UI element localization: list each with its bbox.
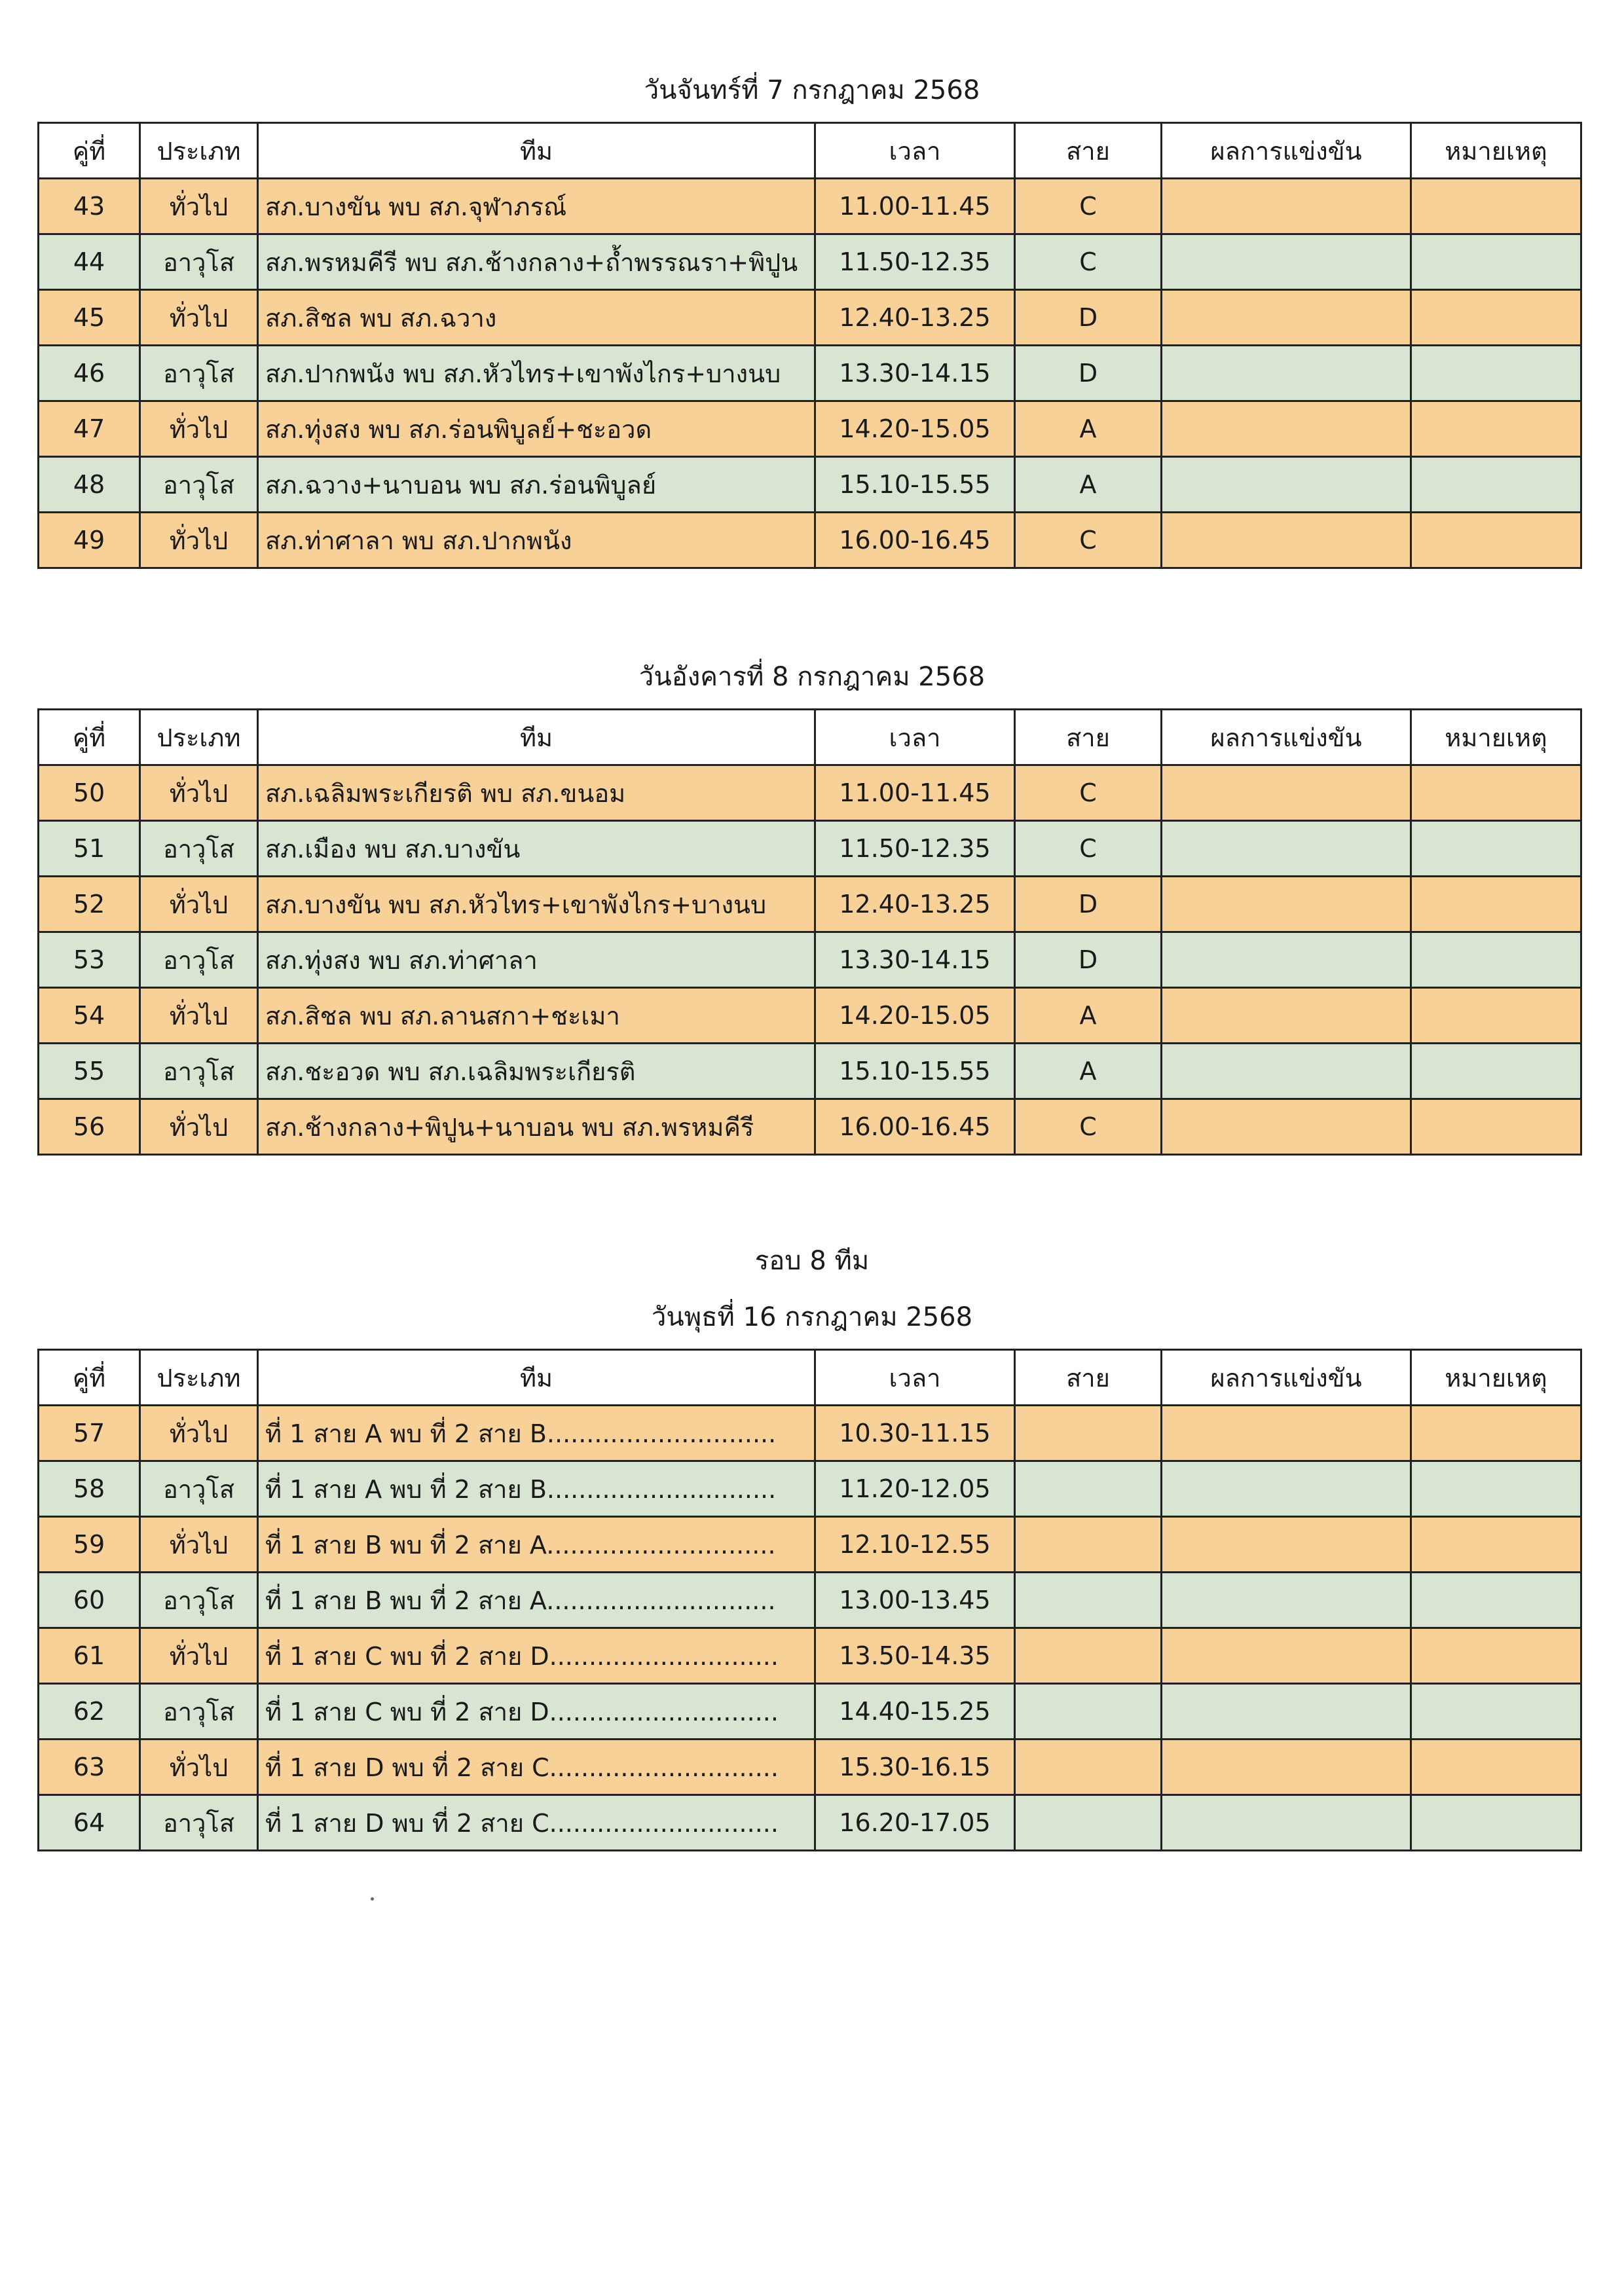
time-cell: 13.00-13.45 xyxy=(815,1573,1015,1628)
match-number-cell: 50 xyxy=(39,765,140,821)
match-number-cell: 48 xyxy=(39,457,140,513)
teams-cell: ที่ 1 สาย A พบ ที่ 2 สาย B............................. xyxy=(258,1406,815,1461)
match-number-cell: 56 xyxy=(39,1099,140,1155)
pool-cell: C xyxy=(1015,765,1162,821)
day-heading: วันพุธที่ 16 กรกฎาคม 2568 xyxy=(651,1302,973,1332)
teams-cell: สภ.ช้างกลาง+พิปูน+นาบอน พบ สภ.พรหมคีรี xyxy=(258,1099,815,1155)
category-cell: อาวุโส xyxy=(140,1795,258,1851)
match-number-cell: 61 xyxy=(39,1628,140,1684)
table-row xyxy=(39,821,1581,877)
time-cell: 14.20-15.05 xyxy=(815,988,1015,1044)
category-cell: ทั่วไป xyxy=(140,401,258,457)
column-header-type: ประเภท xyxy=(140,1350,258,1406)
pool-cell xyxy=(1015,1517,1162,1573)
schedule-table xyxy=(37,1349,1582,1851)
pool-cell xyxy=(1015,1628,1162,1684)
time-cell: 11.00-11.45 xyxy=(815,179,1015,234)
category-cell: อาวุโส xyxy=(140,457,258,513)
match-number-cell: 46 xyxy=(39,346,140,401)
note-cell xyxy=(1411,1099,1581,1155)
schedule-table xyxy=(37,708,1582,1156)
result-cell xyxy=(1162,1740,1411,1795)
teams-cell: สภ.ทุ่งสง พบ สภ.ท่าศาลา xyxy=(258,932,815,988)
table-row xyxy=(39,1517,1581,1573)
table-row xyxy=(39,346,1581,401)
note-cell xyxy=(1411,765,1581,821)
category-cell: อาวุโส xyxy=(140,1044,258,1099)
table-row xyxy=(39,1684,1581,1740)
category-cell: ทั่วไป xyxy=(140,765,258,821)
column-header-no: คู่ที่ xyxy=(39,710,140,765)
match-number-cell: 58 xyxy=(39,1461,140,1517)
category-cell: ทั่วไป xyxy=(140,179,258,234)
category-cell: ทั่วไป xyxy=(140,1740,258,1795)
table-row xyxy=(39,234,1581,290)
teams-cell: สภ.สิชล พบ สภ.ลานสกา+ชะเมา xyxy=(258,988,815,1044)
table-header-row xyxy=(39,123,1581,179)
column-header-result: ผลการแข่งขัน xyxy=(1162,123,1411,179)
time-cell: 12.40-13.25 xyxy=(815,290,1015,346)
time-cell: 14.20-15.05 xyxy=(815,401,1015,457)
table-row xyxy=(39,1461,1581,1517)
time-cell: 14.40-15.25 xyxy=(815,1684,1015,1740)
note-cell xyxy=(1411,401,1581,457)
pool-cell: C xyxy=(1015,179,1162,234)
category-cell: ทั่วไป xyxy=(140,513,258,568)
result-cell xyxy=(1162,988,1411,1044)
note-cell xyxy=(1411,988,1581,1044)
column-header-type: ประเภท xyxy=(140,710,258,765)
teams-cell: สภ.บางขัน พบ สภ.หัวไทร+เขาพังไกร+บางนบ xyxy=(258,877,815,932)
table-row xyxy=(39,290,1581,346)
pool-cell: C xyxy=(1015,821,1162,877)
pool-cell: A xyxy=(1015,1044,1162,1099)
note-cell xyxy=(1411,1740,1581,1795)
table-body xyxy=(39,765,1581,1155)
match-number-cell: 45 xyxy=(39,290,140,346)
note-cell xyxy=(1411,932,1581,988)
result-cell xyxy=(1162,932,1411,988)
pool-cell xyxy=(1015,1795,1162,1851)
pool-cell xyxy=(1015,1406,1162,1461)
teams-cell: สภ.สิชล พบ สภ.ฉวาง xyxy=(258,290,815,346)
category-cell: ทั่วไป xyxy=(140,877,258,932)
round-heading: รอบ 8 ทีม xyxy=(754,1246,870,1276)
schedule-table xyxy=(37,122,1582,569)
time-cell: 11.20-12.05 xyxy=(815,1461,1015,1517)
match-number-cell: 57 xyxy=(39,1406,140,1461)
result-cell xyxy=(1162,513,1411,568)
pool-cell: D xyxy=(1015,290,1162,346)
note-cell xyxy=(1411,1461,1581,1517)
column-header-time: เวลา xyxy=(815,710,1015,765)
category-cell: ทั่วไป xyxy=(140,1517,258,1573)
note-cell xyxy=(1411,290,1581,346)
pool-cell xyxy=(1015,1573,1162,1628)
pool-cell: C xyxy=(1015,234,1162,290)
match-number-cell: 47 xyxy=(39,401,140,457)
category-cell: ทั่วไป xyxy=(140,290,258,346)
column-header-team: ทีม xyxy=(258,1350,815,1406)
match-number-cell: 49 xyxy=(39,513,140,568)
note-cell xyxy=(1411,1406,1581,1461)
result-cell xyxy=(1162,1517,1411,1573)
result-cell xyxy=(1162,821,1411,877)
match-number-cell: 62 xyxy=(39,1684,140,1740)
column-header-note: หมายเหตุ xyxy=(1411,1350,1581,1406)
teams-cell: สภ.เมือง พบ สภ.บางขัน xyxy=(258,821,815,877)
time-cell: 16.20-17.05 xyxy=(815,1795,1015,1851)
teams-cell: ที่ 1 สาย A พบ ที่ 2 สาย B............................. xyxy=(258,1461,815,1517)
table-body xyxy=(39,179,1581,568)
column-header-no: คู่ที่ xyxy=(39,123,140,179)
table-row xyxy=(39,179,1581,234)
column-header-team: ทีม xyxy=(258,710,815,765)
table-row xyxy=(39,1044,1581,1099)
table-row xyxy=(39,932,1581,988)
time-cell: 15.10-15.55 xyxy=(815,457,1015,513)
teams-cell: ที่ 1 สาย C พบ ที่ 2 สาย D............................. xyxy=(258,1628,815,1684)
note-cell xyxy=(1411,1517,1581,1573)
result-cell xyxy=(1162,401,1411,457)
result-cell xyxy=(1162,1044,1411,1099)
time-cell: 10.30-11.15 xyxy=(815,1406,1015,1461)
category-cell: อาวุโส xyxy=(140,1573,258,1628)
time-cell: 12.40-13.25 xyxy=(815,877,1015,932)
category-cell: อาวุโส xyxy=(140,1461,258,1517)
column-header-pool: สาย xyxy=(1015,123,1162,179)
teams-cell: สภ.ชะอวด พบ สภ.เฉลิมพระเกียรติ xyxy=(258,1044,815,1099)
note-cell xyxy=(1411,877,1581,932)
result-cell xyxy=(1162,1406,1411,1461)
time-cell: 12.10-12.55 xyxy=(815,1517,1015,1573)
note-cell xyxy=(1411,1795,1581,1851)
match-number-cell: 59 xyxy=(39,1517,140,1573)
column-header-result: ผลการแข่งขัน xyxy=(1162,1350,1411,1406)
table-row xyxy=(39,1573,1581,1628)
pool-cell: D xyxy=(1015,932,1162,988)
time-cell: 13.30-14.15 xyxy=(815,346,1015,401)
note-cell xyxy=(1411,1573,1581,1628)
table-row xyxy=(39,513,1581,568)
teams-cell: ที่ 1 สาย C พบ ที่ 2 สาย D............................. xyxy=(258,1684,815,1740)
match-number-cell: 43 xyxy=(39,179,140,234)
time-cell: 11.50-12.35 xyxy=(815,821,1015,877)
pool-cell: D xyxy=(1015,877,1162,932)
category-cell: ทั่วไป xyxy=(140,1099,258,1155)
result-cell xyxy=(1162,1795,1411,1851)
pool-cell xyxy=(1015,1461,1162,1517)
match-number-cell: 55 xyxy=(39,1044,140,1099)
table-row xyxy=(39,1740,1581,1795)
teams-cell: สภ.พรหมคีรี พบ สภ.ช้างกลาง+ถ้ำพรรณรา+พิปูน xyxy=(258,234,815,290)
result-cell xyxy=(1162,346,1411,401)
table-row xyxy=(39,1099,1581,1155)
column-header-note: หมายเหตุ xyxy=(1411,710,1581,765)
teams-cell: ที่ 1 สาย B พบ ที่ 2 สาย A............................. xyxy=(258,1517,815,1573)
time-cell: 13.50-14.35 xyxy=(815,1628,1015,1684)
note-cell xyxy=(1411,821,1581,877)
time-cell: 16.00-16.45 xyxy=(815,1099,1015,1155)
result-cell xyxy=(1162,877,1411,932)
time-cell: 15.30-16.15 xyxy=(815,1740,1015,1795)
category-cell: อาวุโส xyxy=(140,346,258,401)
result-cell xyxy=(1162,765,1411,821)
match-number-cell: 64 xyxy=(39,1795,140,1851)
result-cell xyxy=(1162,1099,1411,1155)
time-cell: 15.10-15.55 xyxy=(815,1044,1015,1099)
note-cell xyxy=(1411,1044,1581,1099)
note-cell xyxy=(1411,346,1581,401)
result-cell xyxy=(1162,457,1411,513)
time-cell: 16.00-16.45 xyxy=(815,513,1015,568)
match-number-cell: 51 xyxy=(39,821,140,877)
result-cell xyxy=(1162,1461,1411,1517)
result-cell xyxy=(1162,234,1411,290)
pool-cell: A xyxy=(1015,401,1162,457)
category-cell: อาวุโส xyxy=(140,932,258,988)
time-cell: 11.00-11.45 xyxy=(815,765,1015,821)
teams-cell: ที่ 1 สาย D พบ ที่ 2 สาย C............................. xyxy=(258,1740,815,1795)
table-row xyxy=(39,457,1581,513)
category-cell: ทั่วไป xyxy=(140,1628,258,1684)
teams-cell: สภ.บางขัน พบ สภ.จุฬาภรณ์ xyxy=(258,179,815,234)
category-cell: ทั่วไป xyxy=(140,988,258,1044)
pool-cell xyxy=(1015,1684,1162,1740)
note-cell xyxy=(1411,179,1581,234)
time-cell: 13.30-14.15 xyxy=(815,932,1015,988)
teams-cell: สภ.เฉลิมพระเกียรติ พบ สภ.ขนอม xyxy=(258,765,815,821)
teams-cell: ที่ 1 สาย B พบ ที่ 2 สาย A............................. xyxy=(258,1573,815,1628)
result-cell xyxy=(1162,1628,1411,1684)
column-header-note: หมายเหตุ xyxy=(1411,123,1581,179)
column-header-time: เวลา xyxy=(815,123,1015,179)
note-cell xyxy=(1411,457,1581,513)
note-cell xyxy=(1411,1684,1581,1740)
category-cell: อาวุโส xyxy=(140,234,258,290)
note-cell xyxy=(1411,1628,1581,1684)
table-row xyxy=(39,401,1581,457)
column-header-pool: สาย xyxy=(1015,1350,1162,1406)
result-cell xyxy=(1162,1573,1411,1628)
pool-cell: C xyxy=(1015,513,1162,568)
teams-cell: สภ.ฉวาง+นาบอน พบ สภ.ร่อนพิบูลย์ xyxy=(258,457,815,513)
table-row xyxy=(39,1628,1581,1684)
table-row xyxy=(39,765,1581,821)
time-cell: 11.50-12.35 xyxy=(815,234,1015,290)
table-row xyxy=(39,877,1581,932)
category-cell: ทั่วไป xyxy=(140,1406,258,1461)
table-header-row xyxy=(39,1350,1581,1406)
category-cell: อาวุโส xyxy=(140,1684,258,1740)
note-cell xyxy=(1411,234,1581,290)
match-number-cell: 63 xyxy=(39,1740,140,1795)
table-row xyxy=(39,988,1581,1044)
match-number-cell: 53 xyxy=(39,932,140,988)
scan-speck xyxy=(371,1897,374,1901)
column-header-pool: สาย xyxy=(1015,710,1162,765)
result-cell xyxy=(1162,1684,1411,1740)
pool-cell: A xyxy=(1015,457,1162,513)
pool-cell: A xyxy=(1015,988,1162,1044)
table-row xyxy=(39,1406,1581,1461)
teams-cell: สภ.ปากพนัง พบ สภ.หัวไทร+เขาพังไกร+บางนบ xyxy=(258,346,815,401)
column-header-result: ผลการแข่งขัน xyxy=(1162,710,1411,765)
result-cell xyxy=(1162,290,1411,346)
teams-cell: สภ.ทุ่งสง พบ สภ.ร่อนพิบูลย์+ชะอวด xyxy=(258,401,815,457)
column-header-type: ประเภท xyxy=(140,123,258,179)
teams-cell: ที่ 1 สาย D พบ ที่ 2 สาย C............................. xyxy=(258,1795,815,1851)
note-cell xyxy=(1411,513,1581,568)
match-number-cell: 44 xyxy=(39,234,140,290)
category-cell: อาวุโส xyxy=(140,821,258,877)
column-header-team: ทีม xyxy=(258,123,815,179)
column-header-no: คู่ที่ xyxy=(39,1350,140,1406)
result-cell xyxy=(1162,179,1411,234)
day-heading: วันอังคารที่ 8 กรกฎาคม 2568 xyxy=(638,662,986,692)
day-heading: วันจันทร์ที่ 7 กรกฎาคม 2568 xyxy=(644,75,980,105)
table-header-row xyxy=(39,710,1581,765)
match-number-cell: 60 xyxy=(39,1573,140,1628)
match-number-cell: 54 xyxy=(39,988,140,1044)
teams-cell: สภ.ท่าศาลา พบ สภ.ปากพนัง xyxy=(258,513,815,568)
pool-cell: C xyxy=(1015,1099,1162,1155)
match-number-cell: 52 xyxy=(39,877,140,932)
table-row xyxy=(39,1795,1581,1851)
table-body xyxy=(39,1406,1581,1851)
pool-cell xyxy=(1015,1740,1162,1795)
column-header-time: เวลา xyxy=(815,1350,1015,1406)
pool-cell: D xyxy=(1015,346,1162,401)
